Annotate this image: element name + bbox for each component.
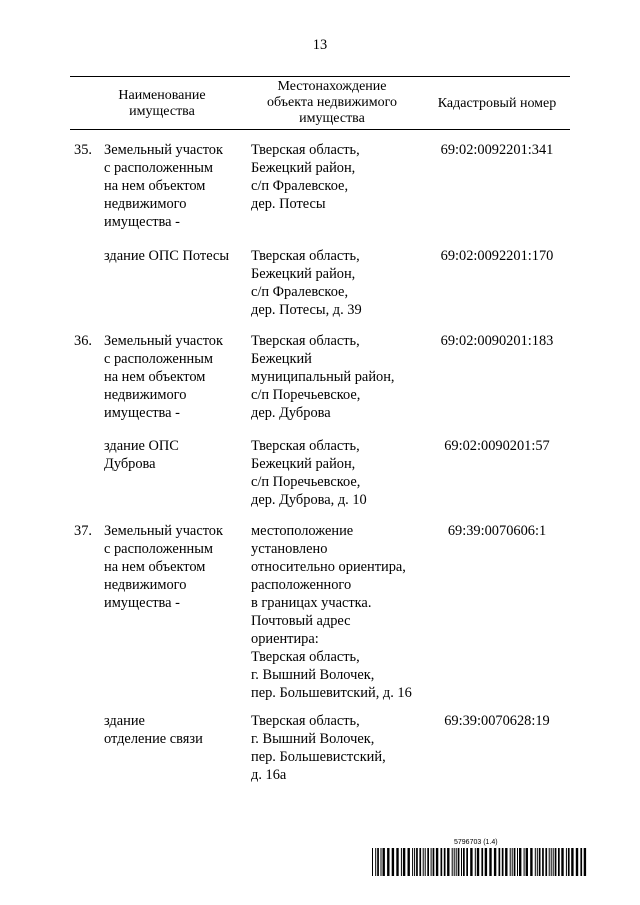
barcode-bar bbox=[466, 848, 468, 876]
row-cadastral-number: 69:39:0070606:1 bbox=[447, 523, 547, 539]
barcode-bar bbox=[383, 848, 385, 876]
barcode-bar bbox=[519, 848, 521, 876]
barcode-bar bbox=[461, 848, 462, 876]
page-number: 13 bbox=[312, 37, 328, 53]
barcode-bar bbox=[553, 848, 554, 876]
barcode-bar bbox=[502, 848, 504, 876]
header-location-line: имущества bbox=[299, 111, 365, 126]
row-cadastral-number: 69:02:0092201:170 bbox=[440, 248, 554, 264]
barcode-bar bbox=[423, 848, 424, 876]
barcode-bar bbox=[494, 848, 496, 876]
barcode-bar bbox=[414, 848, 415, 876]
barcode-bar bbox=[375, 848, 376, 876]
barcode-bar bbox=[392, 848, 394, 876]
row-cadastral-number: 69:02:0092201:341 bbox=[440, 142, 554, 158]
barcode-bar bbox=[558, 848, 560, 876]
barcode-bar bbox=[401, 848, 402, 876]
row-name-line: недвижимого bbox=[104, 196, 187, 212]
barcode-bar bbox=[489, 848, 491, 876]
barcode-bar bbox=[452, 848, 453, 876]
row-location-line: Тверская область, bbox=[251, 649, 360, 665]
row-location-line: Тверская область, bbox=[251, 142, 360, 158]
barcode-bar bbox=[444, 848, 446, 876]
barcode-bar bbox=[403, 848, 405, 876]
barcode-bar bbox=[447, 848, 449, 876]
barcode-bar bbox=[396, 848, 398, 876]
barcode-bar bbox=[571, 848, 573, 876]
header-cadastral-label: Кадастровый номер bbox=[437, 96, 557, 111]
barcode-bar bbox=[425, 848, 426, 876]
header-cadastral bbox=[424, 96, 570, 112]
row-location-line: Бежецкий район, bbox=[251, 266, 356, 282]
barcode-bar bbox=[377, 848, 379, 876]
barcode-bar bbox=[433, 848, 435, 876]
barcode-bar bbox=[535, 848, 536, 876]
barcode-bar bbox=[372, 848, 373, 876]
row-name-line: на нем объектом bbox=[104, 559, 206, 575]
row-cadastral-number: 69:39:0070628:19 bbox=[444, 713, 550, 729]
row-name-line: имущества - bbox=[104, 405, 180, 421]
barcode-bar bbox=[514, 848, 516, 876]
row-name-line: недвижимого bbox=[104, 387, 187, 403]
barcode-bar bbox=[526, 848, 528, 876]
header-location-line: объекта недвижимого bbox=[266, 95, 397, 110]
row-location-line: Почтовый адрес bbox=[251, 613, 351, 629]
row-location-line: муниципальный район, bbox=[251, 369, 395, 385]
row-location bbox=[251, 247, 362, 319]
barcode-bar bbox=[475, 848, 476, 876]
barcode-label: 5796703 (1.4) bbox=[454, 839, 498, 846]
row-location-line: г. Вышний Волочек, bbox=[251, 731, 375, 747]
barcode-bar bbox=[436, 848, 438, 876]
row-name-line: отделение связи bbox=[104, 731, 203, 747]
row-location-line: пер. Большевитский, д. 16 bbox=[251, 685, 412, 701]
barcode-bar bbox=[387, 848, 389, 876]
barcode-bar bbox=[524, 848, 525, 876]
row-name-line: Земельный участок bbox=[104, 142, 223, 158]
row-cadastral-number: 69:02:0090201:57 bbox=[444, 438, 550, 454]
header-name-line: Наименование bbox=[118, 88, 206, 103]
row-name bbox=[104, 247, 229, 265]
row-location-line: с/п Фралевское, bbox=[251, 178, 349, 194]
row-name bbox=[104, 332, 223, 422]
row-location-line: установлено bbox=[251, 541, 328, 557]
row-location-line: г. Вышний Волочек, bbox=[251, 667, 375, 683]
barcode-bar bbox=[551, 848, 552, 876]
header-name-line: имущества bbox=[129, 104, 195, 119]
barcode-bar bbox=[456, 848, 457, 876]
row-location-line: дер. Дуброва bbox=[251, 405, 331, 421]
row-location-line: ориентира: bbox=[251, 631, 319, 647]
row-location-line: дер. Потесы, д. 39 bbox=[251, 302, 362, 318]
row-location-line: дер. Потесы bbox=[251, 196, 326, 212]
row-location-line: д. 16а bbox=[251, 767, 287, 783]
barcode-bar bbox=[481, 848, 483, 876]
row-name bbox=[104, 712, 203, 748]
barcode-bar bbox=[542, 848, 544, 876]
header-name bbox=[92, 88, 232, 120]
row-name-line: имущества - bbox=[104, 595, 180, 611]
barcode-bar bbox=[458, 848, 460, 876]
row-location-line: Тверская область, bbox=[251, 713, 360, 729]
barcode-bar bbox=[441, 848, 443, 876]
header-location bbox=[243, 79, 421, 127]
row-location-line: Тверская область, bbox=[251, 248, 360, 264]
row-name-line: на нем объектом bbox=[104, 178, 206, 194]
table-header-rule bbox=[70, 129, 570, 130]
barcode-bar bbox=[510, 848, 511, 876]
barcode-bar bbox=[576, 848, 578, 876]
row-location-line: Тверская область, bbox=[251, 333, 360, 349]
row-location-line: дер. Дуброва, д. 10 bbox=[251, 492, 367, 508]
barcode-bar bbox=[470, 848, 472, 876]
row-name bbox=[104, 141, 223, 231]
barcode-bar bbox=[454, 848, 455, 876]
row-name-line: с расположенным bbox=[104, 160, 213, 176]
row-location bbox=[251, 522, 412, 702]
row-location bbox=[251, 141, 360, 213]
row-name-line: здание ОПС bbox=[104, 438, 179, 454]
row-location-line: Бежецкий bbox=[251, 351, 312, 367]
barcode-bar bbox=[463, 848, 465, 876]
barcode-bar bbox=[530, 848, 532, 876]
row-location bbox=[251, 332, 395, 422]
row-name bbox=[104, 522, 223, 612]
row-cadastral-number: 69:02:0090201:183 bbox=[440, 333, 554, 349]
header-location-line: Местонахождение bbox=[277, 79, 387, 94]
row-number: 36. bbox=[74, 333, 92, 349]
barcode-bar bbox=[555, 848, 557, 876]
row-name-line: на нем объектом bbox=[104, 369, 206, 385]
barcode-bar bbox=[537, 848, 538, 876]
barcode-bar bbox=[412, 848, 413, 876]
barcode-bar bbox=[566, 848, 567, 876]
table-top-rule bbox=[70, 76, 570, 77]
row-name-line: с расположенным bbox=[104, 541, 213, 557]
row-name-line: недвижимого bbox=[104, 577, 187, 593]
row-name bbox=[104, 437, 179, 473]
row-location-line: относительно ориентира, bbox=[251, 559, 406, 575]
row-location-line: Тверская область, bbox=[251, 438, 360, 454]
row-location bbox=[251, 437, 367, 509]
row-location-line: Бежецкий район, bbox=[251, 456, 356, 472]
barcode-bar bbox=[416, 848, 418, 876]
row-location-line: в границах участка. bbox=[251, 595, 372, 611]
row-name-line: здание bbox=[104, 713, 145, 729]
row-number: 35. bbox=[74, 142, 92, 158]
row-number: 37. bbox=[74, 523, 92, 539]
barcode-bar bbox=[431, 848, 432, 876]
row-location-line: с/п Поречьевское, bbox=[251, 474, 361, 490]
barcode-bar bbox=[568, 848, 570, 876]
row-name-line: здание ОПС Потесы bbox=[104, 248, 229, 264]
barcode-bar bbox=[539, 848, 541, 876]
barcode-bar bbox=[427, 848, 429, 876]
barcode-bar bbox=[485, 848, 487, 876]
barcode-bar bbox=[580, 848, 582, 876]
barcode-bar bbox=[419, 848, 421, 876]
barcode-bar bbox=[545, 848, 547, 876]
row-name-line: Земельный участок bbox=[104, 333, 223, 349]
barcode-bar bbox=[584, 848, 586, 876]
barcode-bar bbox=[517, 848, 518, 876]
barcode-image bbox=[372, 848, 590, 876]
row-location-line: Бежецкий район, bbox=[251, 160, 356, 176]
barcode-bar bbox=[561, 848, 563, 876]
row-name-line: с расположенным bbox=[104, 351, 213, 367]
row-name-line: Дуброва bbox=[104, 456, 156, 472]
barcode-bar bbox=[408, 848, 410, 876]
row-location-line: местоположение bbox=[251, 523, 354, 539]
barcode-bar bbox=[477, 848, 479, 876]
row-location-line: с/п Фралевское, bbox=[251, 284, 349, 300]
row-name-line: имущества - bbox=[104, 214, 180, 230]
row-location-line: пер. Большевистский, bbox=[251, 749, 386, 765]
row-location-line: расположенного bbox=[251, 577, 352, 593]
barcode-bar bbox=[549, 848, 550, 876]
barcode-bar bbox=[499, 848, 501, 876]
row-location bbox=[251, 712, 386, 784]
row-location-line: с/п Поречьевское, bbox=[251, 387, 361, 403]
barcode-bar bbox=[381, 848, 382, 876]
barcode-bar bbox=[512, 848, 513, 876]
row-name-line: Земельный участок bbox=[104, 523, 223, 539]
barcode-bar bbox=[505, 848, 507, 876]
